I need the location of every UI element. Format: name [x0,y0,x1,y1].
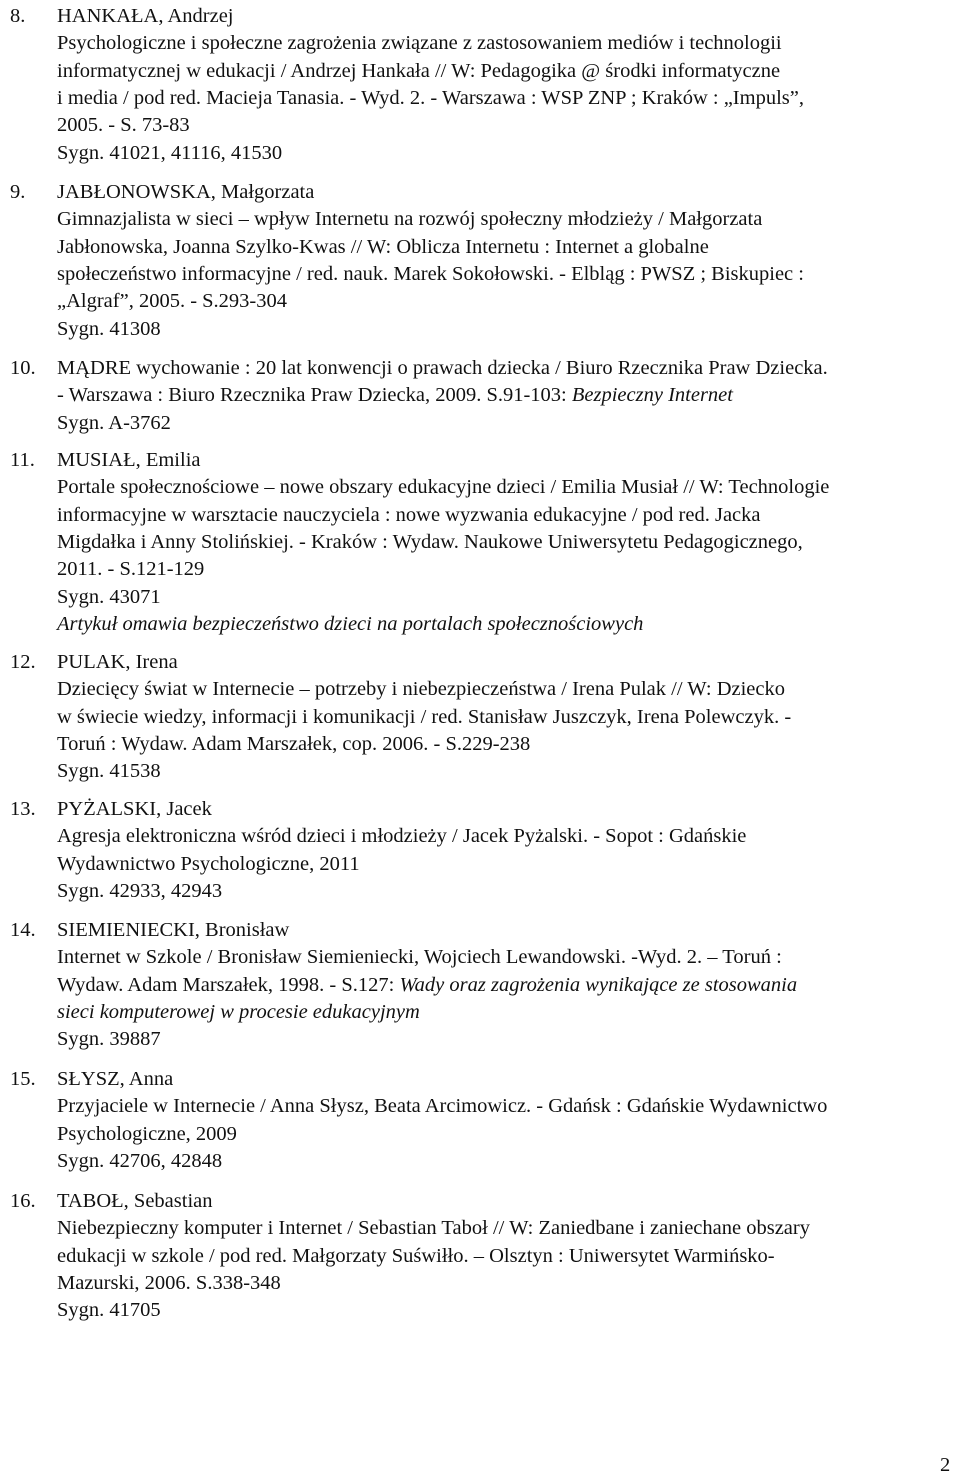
italic-text: Wady oraz zagrożenia wynikające ze stosowania [399,973,798,996]
entry-line [57,288,287,315]
entry-line [57,85,804,112]
entry-text: Sygn. A-3762 [57,411,171,434]
entry-line [57,851,360,878]
entry-line [57,1297,161,1324]
entry-number: 15. [10,1068,36,1090]
entry-heading [57,796,212,823]
entry-line [57,112,190,139]
italic-text: sieci komputerowej w procesie edukacyjnym [57,1000,420,1023]
entry-text: Sygn. 42706, 42848 [57,1149,223,1172]
entry-line [57,584,161,611]
entry-line [57,676,785,703]
entry-line [57,944,782,971]
entry-line [57,999,420,1026]
entry-number: 9. [10,181,26,203]
entry-line [57,611,643,638]
entry-line [57,1148,222,1175]
entry-text: Toruń : Wydaw. Adam Marszałek, cop. 2006. - S.229-238 [57,732,531,755]
entry-text: Mazurski, 2006. S.338-348 [57,1271,281,1294]
entry-line [57,140,282,167]
entry-line [57,556,204,583]
entry-line [57,1270,281,1297]
entry-text: Sygn. 41021, 41116, 41530 [57,141,283,164]
entry-text: Psychologiczne, 2009 [57,1122,237,1145]
entry-line [57,382,733,409]
entry-text: i media / pod red. Macieja Tanasia. - Wyd. 2. - Warszawa : WSP ZNP ; Kraków : „Impuls”, [57,86,804,109]
entry-heading [57,355,828,382]
entry-text: Sygn. 39887 [57,1028,161,1051]
entry-number: 8. [10,5,26,27]
entry-line [57,1243,775,1270]
entry-line [57,1215,810,1242]
entry-line [57,529,803,556]
entry-text: Agresja elektroniczna wśród dzieci i młodzieży / Jacek Pyżalski. - Sopot : Gdańskie [57,825,747,848]
entry-line [57,1093,827,1120]
entry-text: Internet w Szkole / Bronisław Siemieniecki, Wojciech Lewandowski. -Wyd. 2. – Toruń : [57,946,782,969]
entry-text: Portale społecznościowe – nowe obszary edukacyjne dzieci / Emilia Musiał // W: Technologie [57,476,830,499]
entry-text: Sygn. 41705 [57,1299,161,1322]
entry-line [57,502,761,529]
entry-heading [57,649,178,676]
entry-text: informacyjne w warsztacie nauczyciela : nowe wyzwania edukacyjne / pod red. Jacka [57,503,761,526]
entry-text: informatycznej w edukacji / Andrzej Hankała // W: Pedagogika @ środki informatyczne [57,59,781,82]
entry-text: TABOŁ, Sebastian [57,1190,213,1212]
entry-text: Jabłonowska, Joanna Szylko-Kwas // W: Oblicza Internetu : Internet a globalne [57,235,709,258]
entry-text: 2005. - S. 73-83 [57,114,190,137]
entry-line [57,823,746,850]
page-number: 2 [940,1454,951,1476]
entry-text: SIEMIENIECKI, Bronisław [57,919,290,941]
entry-text: MUSIAŁ, Emilia [57,449,201,471]
entry-number: 11. [10,449,35,471]
entry-heading [57,1066,173,1093]
entry-text: Niebezpieczny komputer i Internet / Sebastian Taboł // W: Zaniedbane i zaniechane obszary [57,1217,810,1240]
entry-text: - Warszawa : Biuro Rzecznika Praw Dziecka, 2009. S.91-103: [57,384,572,407]
entry-line [57,1121,237,1148]
entry-text: edukacji w szkole / pod red. Małgorzaty Suświłło. – Olsztyn : Uniwersytet Warmińsko- [57,1244,775,1267]
entry-line [57,261,804,288]
entry-text: JABŁONOWSKA, Małgorzata [57,181,315,203]
entry-line [57,1026,161,1053]
entry-line [57,316,161,343]
entry-text: Przyjaciele w Internecie / Anna Słysz, Beata Arcimowicz. - Gdańsk : Gdańskie Wydawnictwo [57,1095,828,1118]
entry-text: społeczeństwo informacyjne / red. nauk. Marek Sokołowski. - Elbląg : PWSZ ; Biskupiec : [57,262,804,285]
entry-text: PYŻALSKI, Jacek [57,798,212,820]
entry-number: 13. [10,798,36,820]
entry-text: Sygn. 42933, 42943 [57,879,223,902]
entry-text: 2011. - S.121-129 [57,558,205,581]
entry-heading [57,917,289,944]
entry-line [57,58,780,85]
entry-line [57,234,709,261]
entry-line [57,30,782,57]
entry-heading [57,3,234,30]
entry-heading [57,179,314,206]
entry-text: Sygn. 41538 [57,760,161,783]
entry-text: MĄDRE wychowanie : 20 lat konwencji o prawach dziecka / Biuro Rzecznika Praw Dziecka. [57,357,828,379]
entry-text: HANKAŁA, Andrzej [57,5,234,27]
entry-text: Gimnazjalista w sieci – wpływ Internetu na rozwój społeczny młodzieży / Małgorzata [57,208,763,231]
entry-text: w świecie wiedzy, informacji i komunikacji / red. Stanisław Juszczyk, Irena Polewczyk. - [57,705,792,728]
entry-text: Wydaw. Adam Marszałek, 1998. - S.127: [57,973,400,996]
entry-line [57,704,791,731]
entry-number: 14. [10,919,36,941]
italic-text: Bezpieczny Internet [571,384,733,407]
entry-line [57,474,829,501]
entry-text: Dziecięcy świat w Internecie – potrzeby i niebezpieczeństwa / Irena Pulak // W: Dziecko [57,678,786,701]
entry-text: Migdałka i Anny Stolińskiej. - Kraków : Wydaw. Naukowe Uniwersytetu Pedagogicznego, [57,530,803,553]
entry-text: Wydawnictwo Psychologiczne, 2011 [57,852,360,875]
entry-text: Psychologiczne i społeczne zagrożenia związane z zastosowaniem mediów i technologii [57,32,782,55]
entry-number: 10. [10,357,36,379]
entry-text: SŁYSZ, Anna [57,1068,174,1090]
entry-line [57,972,797,999]
entry-line [57,878,222,905]
italic-text: Artykuł omawia bezpieczeństwo dzieci na portalach społecznościowych [57,612,644,635]
entry-line [57,731,530,758]
entry-number: 12. [10,651,36,673]
entry-heading [57,1188,213,1215]
entry-text: „Algraf”, 2005. - S.293-304 [57,290,288,313]
entry-line [57,758,161,785]
entry-line [57,206,762,233]
entry-heading [57,447,201,474]
entry-text: Sygn. 43071 [57,585,161,608]
entry-number: 16. [10,1190,36,1212]
entry-text: Sygn. 41308 [57,317,161,340]
entry-line [57,410,171,437]
entry-text: PULAK, Irena [57,651,178,673]
